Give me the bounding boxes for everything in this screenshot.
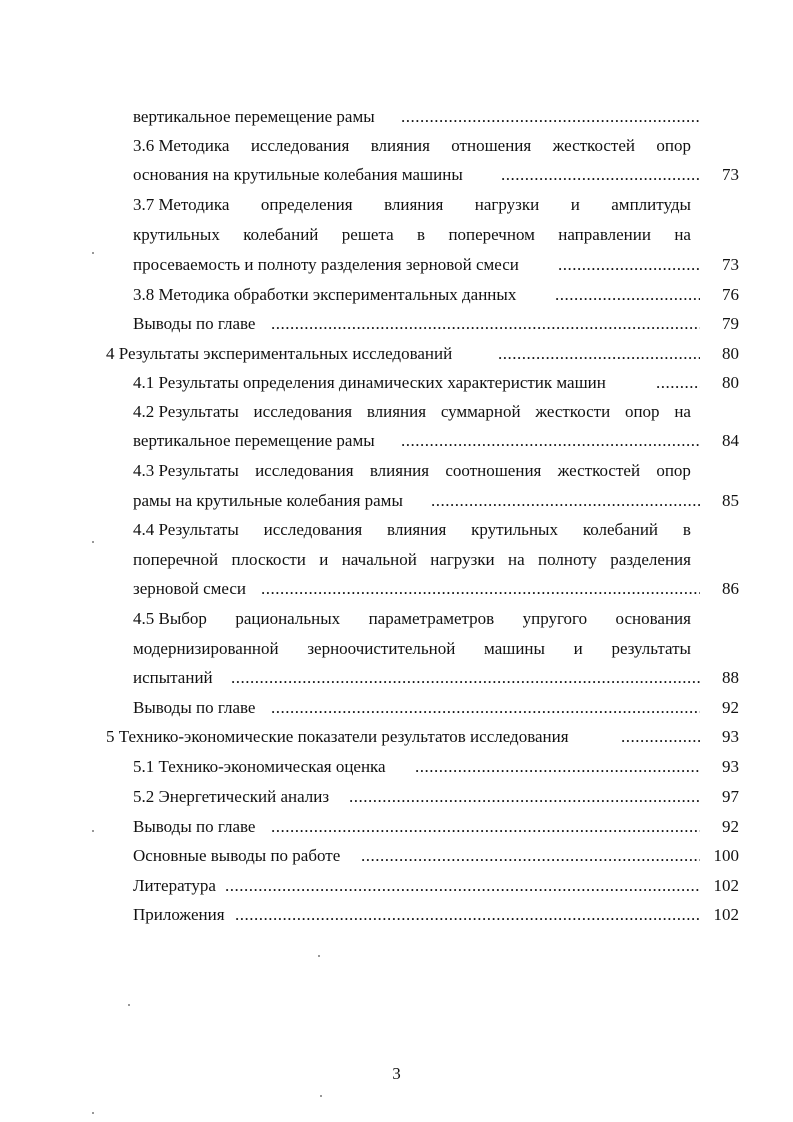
toc-line-justified [133, 397, 691, 427]
word: и [319, 550, 329, 569]
toc-entry-title: Литература [133, 876, 216, 895]
word: колебаний [582, 520, 659, 539]
word: разделения [610, 550, 691, 569]
dot-leader [349, 782, 700, 812]
toc-page-number: 93 [722, 757, 739, 776]
toc-line [133, 574, 739, 604]
toc-entry-title: 5.2 Энергетический анализ [133, 787, 330, 806]
toc-entry-title: вертикальное перемещение рамы [133, 431, 375, 450]
word: опор [656, 461, 691, 480]
toc-line [133, 812, 739, 842]
word: суммарной [440, 402, 521, 421]
toc-entry-title: Выводы по главе [133, 314, 256, 333]
word: зерноочистительной [307, 639, 456, 658]
toc-line [133, 160, 739, 190]
dot-leader [555, 280, 700, 310]
word: нагрузки [430, 550, 495, 569]
toc-line [133, 752, 739, 782]
toc-page-number: 84 [722, 431, 739, 450]
toc-line [106, 722, 739, 752]
toc-entry-title: рамы на крутильные колебания рамы [133, 491, 403, 510]
word: модернизированной [133, 639, 279, 658]
dot-leader [621, 722, 700, 752]
toc-page-number: 102 [713, 876, 739, 895]
word: 4.5 Выбор [133, 609, 207, 628]
toc-line-justified [133, 545, 691, 575]
toc-line [133, 309, 739, 339]
word: 3.6 Методика [133, 136, 230, 155]
toc-entry-title: испытаний [133, 668, 213, 687]
scan-speck [92, 252, 94, 254]
toc-line-justified [133, 515, 691, 545]
toc-entry-title: 4 Результаты экспериментальных исследований [106, 344, 453, 363]
toc-line [133, 250, 739, 280]
toc-entry-title: 3.8 Методика обработки экспериментальных данных [133, 285, 517, 304]
toc-line [133, 782, 739, 812]
dot-leader [225, 871, 700, 901]
word: и [570, 195, 580, 214]
dot-leader [231, 663, 700, 693]
toc-entry-title: 5 Технико-экономические показатели результатов исследования [106, 727, 569, 746]
word: на [674, 225, 691, 244]
word: 4.4 Результаты [133, 520, 239, 539]
toc-entry-title: просеваемость и полноту разделения зерновой смеси [133, 255, 519, 274]
toc-page-number: 80 [722, 373, 739, 392]
word: крутильных [471, 520, 558, 539]
word: амплитуды [611, 195, 691, 214]
toc-line-justified [133, 220, 691, 250]
toc-line-justified [133, 634, 691, 664]
word: на [508, 550, 525, 569]
dot-leader [656, 368, 700, 398]
dot-leader [415, 752, 700, 782]
toc-line [133, 426, 739, 456]
word: нагрузки [474, 195, 540, 214]
toc-page-number: 80 [722, 344, 739, 363]
dot-leader [271, 812, 700, 842]
toc-entry-title: 5.1 Технико-экономическая оценка [133, 757, 386, 776]
dot-leader [401, 102, 700, 132]
word: исследования [263, 520, 363, 539]
word: 3.7 Методика [133, 195, 230, 214]
toc-line [133, 841, 739, 871]
dot-leader [235, 900, 700, 930]
word: рациональных [235, 609, 341, 628]
toc-entry-title: Приложения [133, 905, 225, 924]
toc-line [106, 339, 739, 369]
word: определения [260, 195, 353, 214]
toc-line-justified [133, 604, 691, 634]
toc-line [133, 871, 739, 901]
word: основания [615, 609, 691, 628]
dot-leader [271, 309, 700, 339]
toc-line [133, 368, 739, 398]
word: жесткостей [557, 461, 641, 480]
toc-line-justified [133, 456, 691, 486]
word: исследования [250, 136, 350, 155]
word: 4.3 Результаты [133, 461, 239, 480]
word: упругого [522, 609, 588, 628]
page-number: 3 [392, 1064, 401, 1083]
toc-page-number: 93 [722, 727, 739, 746]
toc-line [133, 900, 739, 930]
toc-page-number: 79 [722, 314, 739, 333]
scan-speck [92, 830, 94, 832]
word: плоскости [231, 550, 306, 569]
toc-line-justified [133, 190, 691, 220]
word: в [417, 225, 426, 244]
toc-page-number: 92 [722, 698, 739, 717]
word: исследования [255, 461, 354, 480]
toc-entry-title: 4.1 Результаты определения динамических характеристик машин [133, 373, 606, 392]
word: жесткостей [552, 136, 635, 155]
toc-page-number: 76 [722, 285, 739, 304]
word: крутильных [133, 225, 220, 244]
word: машины [484, 639, 545, 658]
toc-page-number: 85 [722, 491, 739, 510]
toc-entry-title: Выводы по главе [133, 698, 256, 717]
scan-speck [92, 1112, 94, 1114]
toc-line [133, 693, 739, 723]
word: в [682, 520, 691, 539]
word: опор [624, 402, 660, 421]
toc-entry-title: Основные выводы по работе [133, 846, 341, 865]
dot-leader [558, 250, 700, 280]
toc-line [133, 102, 739, 132]
dot-leader [498, 339, 700, 369]
toc-line [133, 280, 739, 310]
word: и [573, 639, 583, 658]
word: направлении [558, 225, 651, 244]
toc-page-number: 102 [713, 905, 739, 924]
word: отношения [451, 136, 532, 155]
word: колебаний [243, 225, 319, 244]
toc-entry-title: вертикальное перемещение рамы [133, 107, 375, 126]
toc-page-number: 88 [722, 668, 739, 687]
word: полноту [538, 550, 597, 569]
dot-leader [361, 841, 700, 871]
toc-entry-title: Выводы по главе [133, 817, 256, 836]
word: решета [341, 225, 394, 244]
toc-entry-title: основания на крутильные колебания машины [133, 165, 463, 184]
word: исследования [253, 402, 353, 421]
toc-entry-title: зерновой смеси [133, 579, 247, 598]
scan-speck [318, 955, 320, 957]
word: параметраметров [368, 609, 495, 628]
toc-line [133, 486, 739, 516]
word: влияния [366, 402, 427, 421]
word: поперечной [133, 550, 219, 569]
word: соотношения [445, 461, 542, 480]
toc-page-number: 97 [722, 787, 739, 806]
word: влияния [384, 195, 444, 214]
dot-leader [501, 160, 700, 190]
word: результаты [611, 639, 691, 658]
word: опор [656, 136, 691, 155]
word: влияния [369, 461, 430, 480]
word: на [674, 402, 691, 421]
word: начальной [341, 550, 417, 569]
toc-line [133, 663, 739, 693]
toc-page-number: 73 [722, 255, 739, 274]
dot-leader [261, 574, 700, 604]
dot-leader [431, 486, 700, 516]
toc-page-number: 92 [722, 817, 739, 836]
scan-speck [92, 541, 94, 543]
toc-page-number: 73 [722, 165, 739, 184]
dot-leader [271, 693, 700, 723]
toc-page-number: 86 [722, 579, 739, 598]
word: влияния [387, 520, 447, 539]
word: жесткости [535, 402, 611, 421]
word: 4.2 Результаты [133, 402, 239, 421]
toc-page-number: 100 [713, 846, 739, 865]
word: влияния [370, 136, 430, 155]
scan-speck [128, 1004, 130, 1006]
word: поперечном [448, 225, 535, 244]
toc-line-justified [133, 131, 691, 161]
scan-speck [320, 1095, 322, 1097]
dot-leader [401, 426, 700, 456]
